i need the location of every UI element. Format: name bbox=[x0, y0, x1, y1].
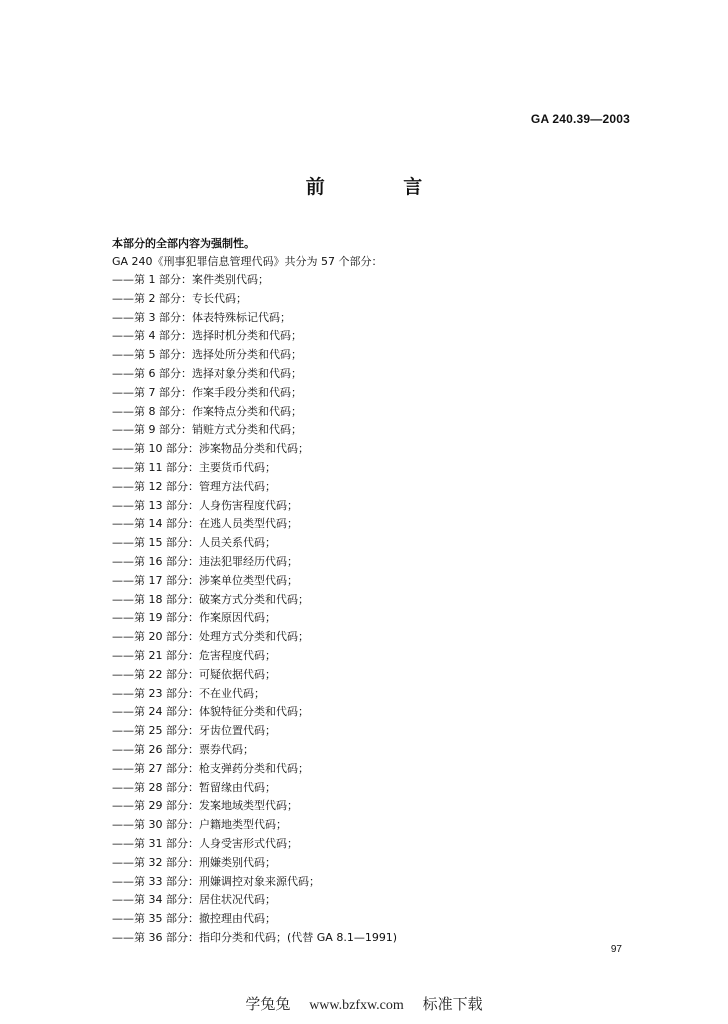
part-list-item: ——第 10 部分：涉案物品分类和代码； bbox=[112, 442, 309, 456]
part-list-item: ——第 12 部分：管理方法代码； bbox=[112, 479, 276, 493]
part-list-item: ——第 9 部分：销赃方式分类和代码； bbox=[112, 423, 302, 437]
part-list-item: ——第 22 部分：可疑依据代码； bbox=[112, 667, 276, 681]
part-list-item: ——第 30 部分：户籍地类型代码； bbox=[112, 818, 287, 832]
part-list-item: ——第 26 部分：票券代码； bbox=[112, 742, 254, 756]
part-list-item: ——第 27 部分：枪支弹药分类和代码； bbox=[112, 761, 309, 775]
part-list-item: ——第 5 部分：选择处所分类和代码； bbox=[112, 348, 302, 362]
part-list-item: ——第 15 部分：人员关系代码； bbox=[112, 536, 276, 550]
part-list-item: ——第 17 部分：涉案单位类型代码； bbox=[112, 573, 298, 587]
part-list-item: ——第 33 部分：刑嫌调控对象来源代码； bbox=[112, 874, 320, 888]
part-list-item: ——第 21 部分：危害程度代码； bbox=[112, 648, 276, 662]
part-list-item: ——第 25 部分：牙齿位置代码； bbox=[112, 724, 276, 738]
part-list-item: ——第 28 部分：暂留缘由代码； bbox=[112, 780, 276, 794]
part-list-item: ——第 16 部分：违法犯罪经历代码； bbox=[112, 554, 298, 568]
part-list-item: ——第 19 部分：作案原因代码； bbox=[112, 611, 276, 625]
part-list-item: ——第 3 部分：体表特殊标记代码； bbox=[112, 310, 291, 324]
part-list-item: ——第 34 部分：居住状况代码； bbox=[112, 893, 276, 907]
part-list-item: ——第 29 部分：发案地域类型代码； bbox=[112, 799, 298, 813]
watermark-site-name: 学兔兔 bbox=[245, 995, 291, 1013]
part-list-item: ——第 11 部分：主要货币代码； bbox=[112, 460, 276, 474]
standard-code: GA 240.39—2003 bbox=[530, 112, 630, 126]
part-list-item: ——第 18 部分：破案方式分类和代码； bbox=[112, 592, 309, 606]
part-list-item: ——第 35 部分：撤控理由代码； bbox=[112, 912, 276, 926]
part-list-item: ——第 14 部分：在逃人员类型代码； bbox=[112, 517, 298, 531]
series-statement: GA 240《刑事犯罪信息管理代码》共分为 57 个部分： bbox=[112, 255, 383, 268]
page-title: 前 言 bbox=[305, 176, 459, 198]
part-list-item: ——第 8 部分：作案特点分类和代码； bbox=[112, 404, 302, 418]
watermark-url: www.bzfxw.com bbox=[309, 998, 404, 1013]
intro-statement: 本部分的全部内容为强制性。 bbox=[112, 237, 255, 250]
parts-list bbox=[112, 271, 397, 948]
part-list-item: ——第 4 部分：选择时机分类和代码； bbox=[112, 329, 302, 343]
part-list-item: ——第 31 部分：人身受害形式代码； bbox=[112, 836, 298, 850]
part-list-item: ——第 2 部分：专长代码； bbox=[112, 291, 247, 305]
part-list-item: ——第 13 部分：人身伤害程度代码； bbox=[112, 498, 298, 512]
part-list-item: ——第 6 部分：选择对象分类和代码； bbox=[112, 366, 302, 380]
watermark-tagline: 标准下载 bbox=[422, 995, 483, 1013]
part-list-item: ——第 1 部分：案件类别代码； bbox=[112, 273, 269, 286]
part-list-item: ——第 20 部分：处理方式分类和代码； bbox=[112, 630, 309, 644]
footer-watermark bbox=[0, 993, 728, 1014]
part-list-item: ——第 7 部分：作案手段分类和代码； bbox=[112, 385, 302, 399]
page-number: 97 bbox=[610, 944, 622, 955]
part-list-item: ——第 36 部分：指印分类和代码；(代替 GA 8.1—1991) bbox=[112, 930, 398, 944]
part-list-item: ——第 32 部分：刑嫌类别代码； bbox=[112, 855, 276, 869]
part-list-item: ——第 24 部分：体貌特征分类和代码； bbox=[112, 705, 309, 719]
part-list-item: ——第 23 部分：不在业代码； bbox=[112, 686, 265, 700]
